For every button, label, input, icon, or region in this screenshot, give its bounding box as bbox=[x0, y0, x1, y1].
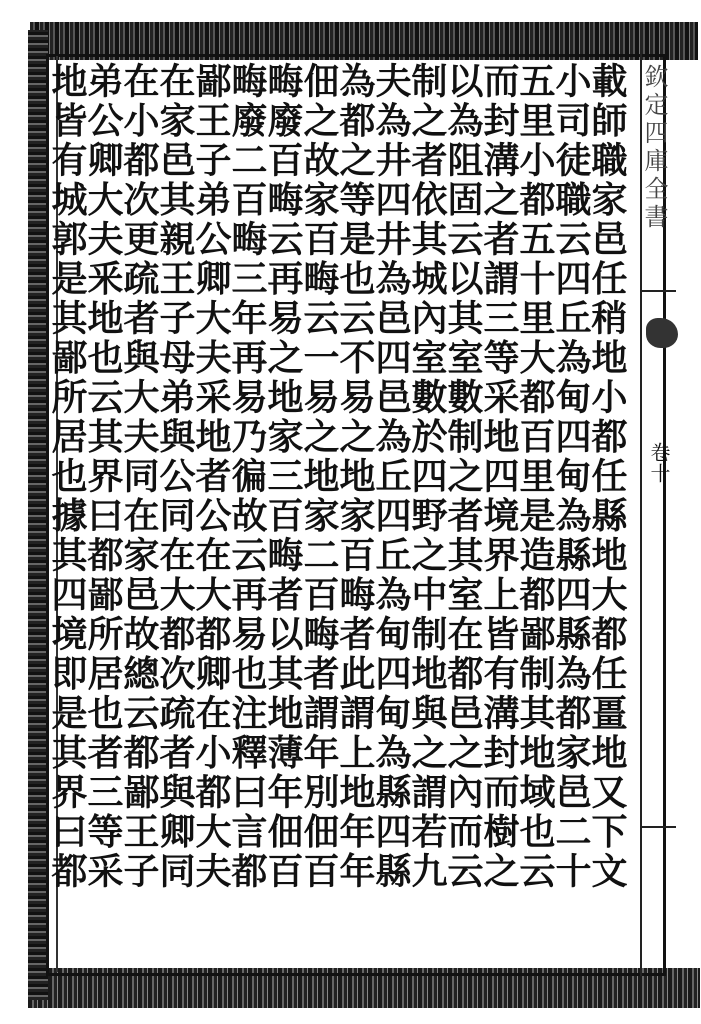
band-rule-lower bbox=[640, 826, 676, 828]
text-column: 夫為井四井為邑四邑為丘四丘為甸四甸為縣四縣 bbox=[370, 62, 412, 892]
text-column: 而封溝之者謂三等采地四境界上皆有溝封而樹之 bbox=[478, 62, 520, 892]
text-column: 地皆有城郭是其鄙所居也據其四境即是其界曰都 bbox=[46, 62, 88, 892]
fish-tail-mark bbox=[646, 318, 678, 348]
text-column: 五里小都五十里大都百里是造都鄙制其地域也云 bbox=[514, 62, 556, 892]
text-column: 以為阻固云以其室數制之者其室在都邑之內而云 bbox=[442, 62, 484, 892]
band-title: 欽定四庫全書 bbox=[640, 64, 668, 232]
text-column: 弟公卿大夫釆地也云其界曰都鄙所居也者三等采 bbox=[82, 62, 124, 892]
text-column: 佃之故家百畮云一易之地家二百畮者謂年別佃百 bbox=[298, 62, 340, 892]
text-column: 畮廢百畮云再易之地家三百畮者以其地薄年佃百 bbox=[262, 62, 304, 892]
text-column: 畮廢二百畮三年再易乃徧故云再易也注釋曰言都 bbox=[226, 62, 268, 892]
text-column: 小司徒職云四丘為甸四甸為縣四縣為都家邑二十 bbox=[550, 62, 592, 892]
text-column: 在家邑其親王子母弟與公同在大都次疏者與卿同 bbox=[154, 62, 196, 892]
text-column: 為都之等是也云不易之地家百畮者此謂上地年年 bbox=[334, 62, 376, 892]
juan-number: 卷十 bbox=[647, 442, 671, 484]
text-column: 在小都次更疏者與大夫同在家邑故總云都鄙王子 bbox=[118, 62, 160, 892]
text-column: 鄙王子弟公卿大夫采地者公在大都卿在小都大夫 bbox=[190, 62, 232, 892]
text-column: 制之者依其城內室數於四野之中制地與之謂若九 bbox=[406, 62, 448, 892]
band-rule-upper bbox=[640, 290, 676, 292]
text-column: 載師職家邑任稍地小都任縣地大都任畺地又下文 bbox=[586, 62, 628, 892]
